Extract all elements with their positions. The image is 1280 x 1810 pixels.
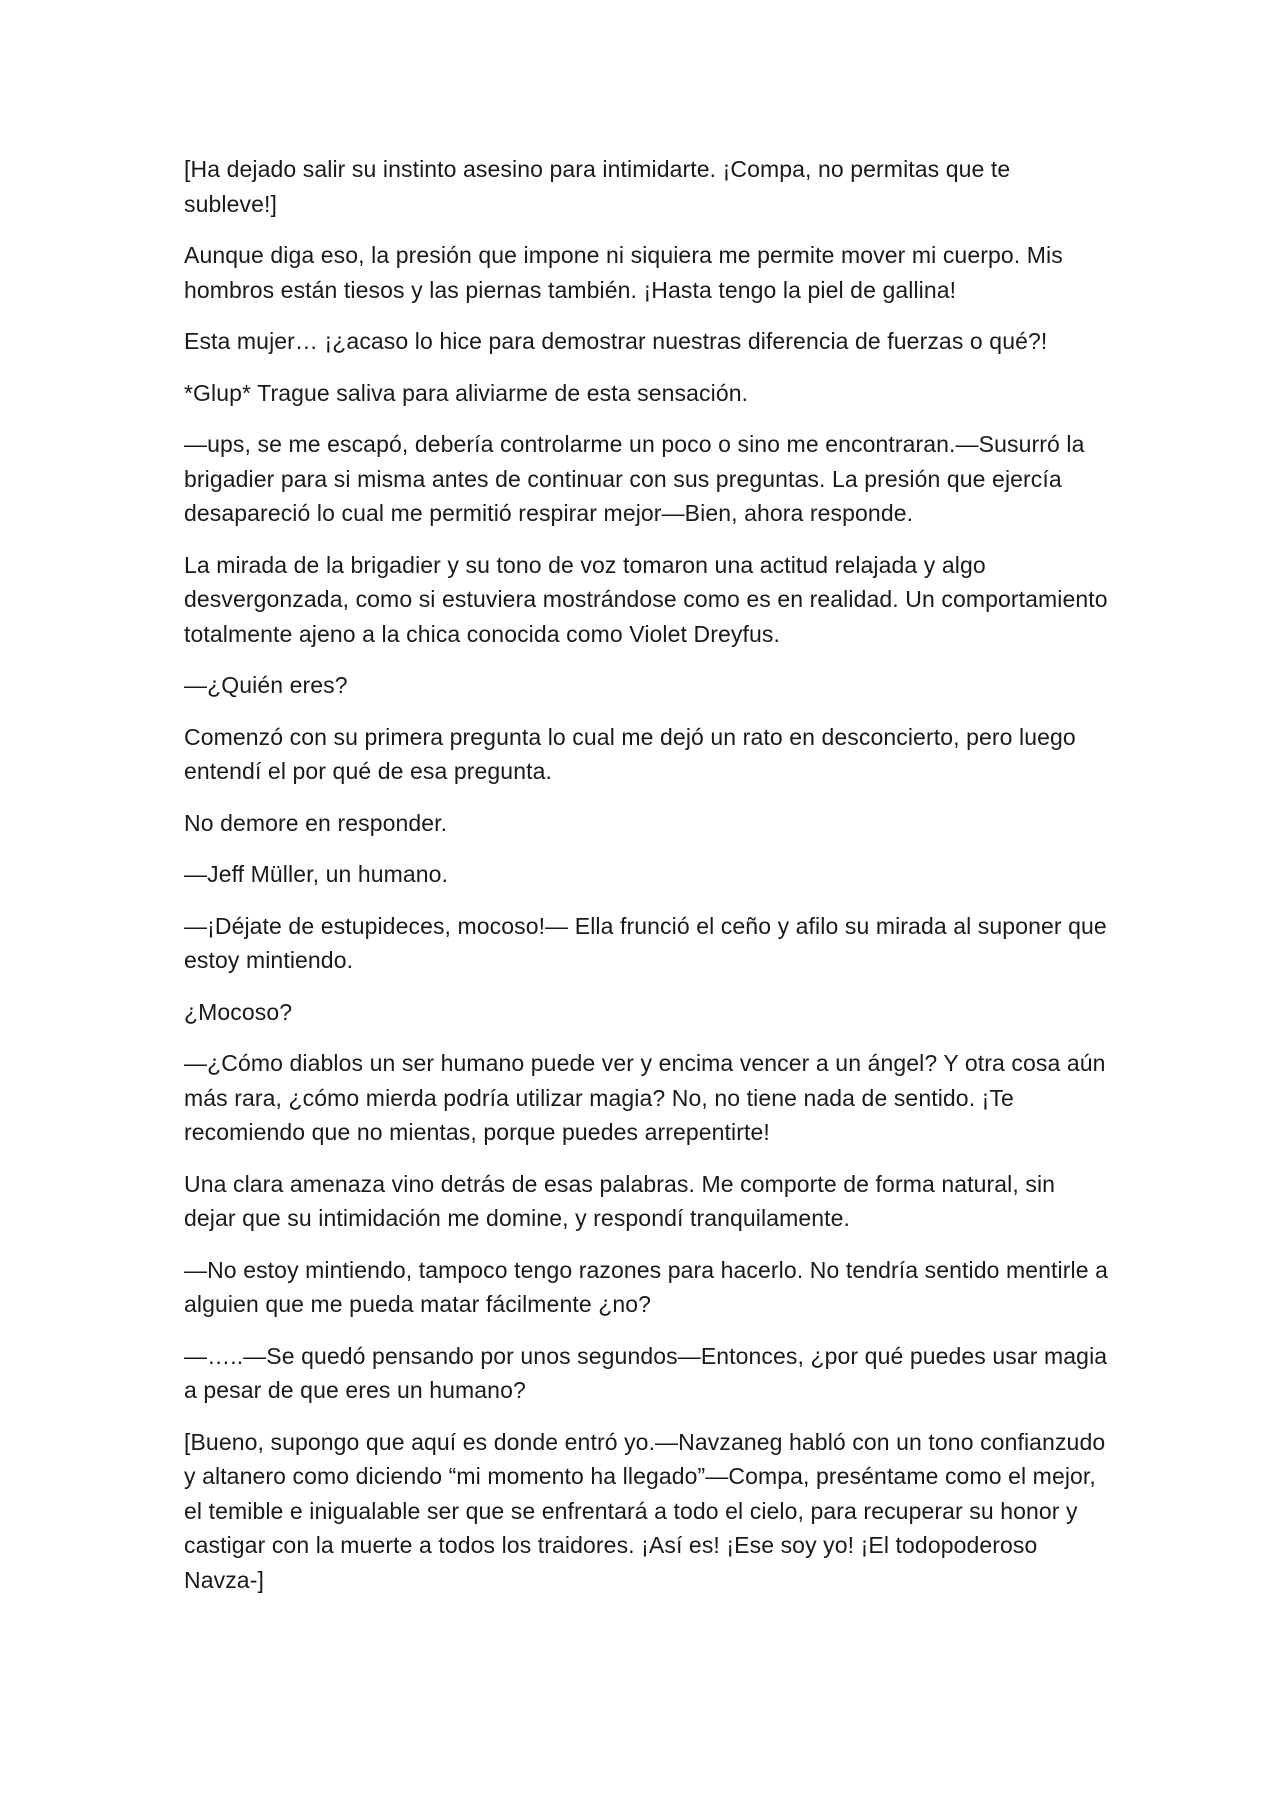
paragraph: ¿Mocoso? [184, 998, 293, 1025]
paragraph: —…..—Se quedó pensando por unos segundos—Entonces, ¿por qué puedes usar magia a pesar de que eres un humano? [184, 1342, 1108, 1403]
paragraph: —¿Quién eres? [184, 672, 348, 698]
paragraph: [Ha dejado salir su instinto asesino para intimidarte. ¡Compa, no permitas que te subleve!] [184, 156, 1011, 217]
paragraph: No demore en responder. [184, 809, 448, 836]
paragraph: —No estoy mintiendo, tampoco tengo razones para hacerlo. No tendría sentido mentirle a alguien que me pueda matar fácilmente ¿no? [184, 1256, 1108, 1317]
paragraph: —¡Déjate de estupideces, mocoso!— Ella frunció el ceño y afilo su mirada al suponer que estoy mintiendo. [184, 912, 1107, 973]
paragraph: —¿Cómo diablos un ser humano puede ver y encima vencer a un ángel? Y otra cosa aún más rara, ¿cómo mierda podría utilizar magia? No, no tiene nada de sentido. ¡Te recomiendo que no mientas, porque puedes arrepentirte! [184, 1050, 1106, 1145]
paragraph: La mirada de la brigadier y su tono de voz tomaron una actitud relajada y algo desvergonzada, como si estuviera mostrándose como es en realidad. Un comportamiento totalmente ajeno a la chica conocida como Violet Dreyfus. [184, 551, 1108, 647]
document-page [184, 152, 1109, 1614]
paragraph: Comenzó con su primera pregunta lo cual me dejó un rato en desconcierto, pero luego entendí el por qué de esa pregunta. [184, 723, 1076, 784]
paragraph: *Glup* Trague saliva para aliviarme de esta sensación. [184, 379, 749, 406]
paragraph: Aunque diga eso, la presión que impone ni siquiera me permite mover mi cuerpo. Mis hombros están tiesos y las piernas también. ¡Hasta tengo la piel de gallina! [184, 242, 1063, 303]
paragraph: Una clara amenaza vino detrás de esas palabras. Me comporte de forma natural, sin dejar que su intimidación me domine, y respondí tranquilamente. [184, 1170, 1056, 1231]
paragraph: [Bueno, supongo que aquí es donde entró yo.—Navzaneg habló con un tono confianzudo y altanero como diciendo “mi momento ha llegado”—Compa, preséntame como el mejor, el temible e inigualable ser que se enfrentará a todo el cielo, para recuperar su honor y castigar con la muerte a todos los traidores. ¡Así es! ¡Ese soy yo! ¡El todopoderoso Navza-] [184, 1428, 1106, 1593]
paragraph: Esta mujer… ¡¿acaso lo hice para demostrar nuestras diferencia de fuerzas o qué?! [184, 328, 1048, 354]
paragraph: —ups, se me escapó, debería controlarme un poco o sino me encontraran.—Susurró la brigadier para si misma antes de continuar con sus preguntas. La presión que ejercía desapareció lo cual me permitió respirar mejor—Bien, ahora responde. [184, 431, 1085, 526]
paragraph: —Jeff Müller, un humano. [184, 861, 449, 887]
